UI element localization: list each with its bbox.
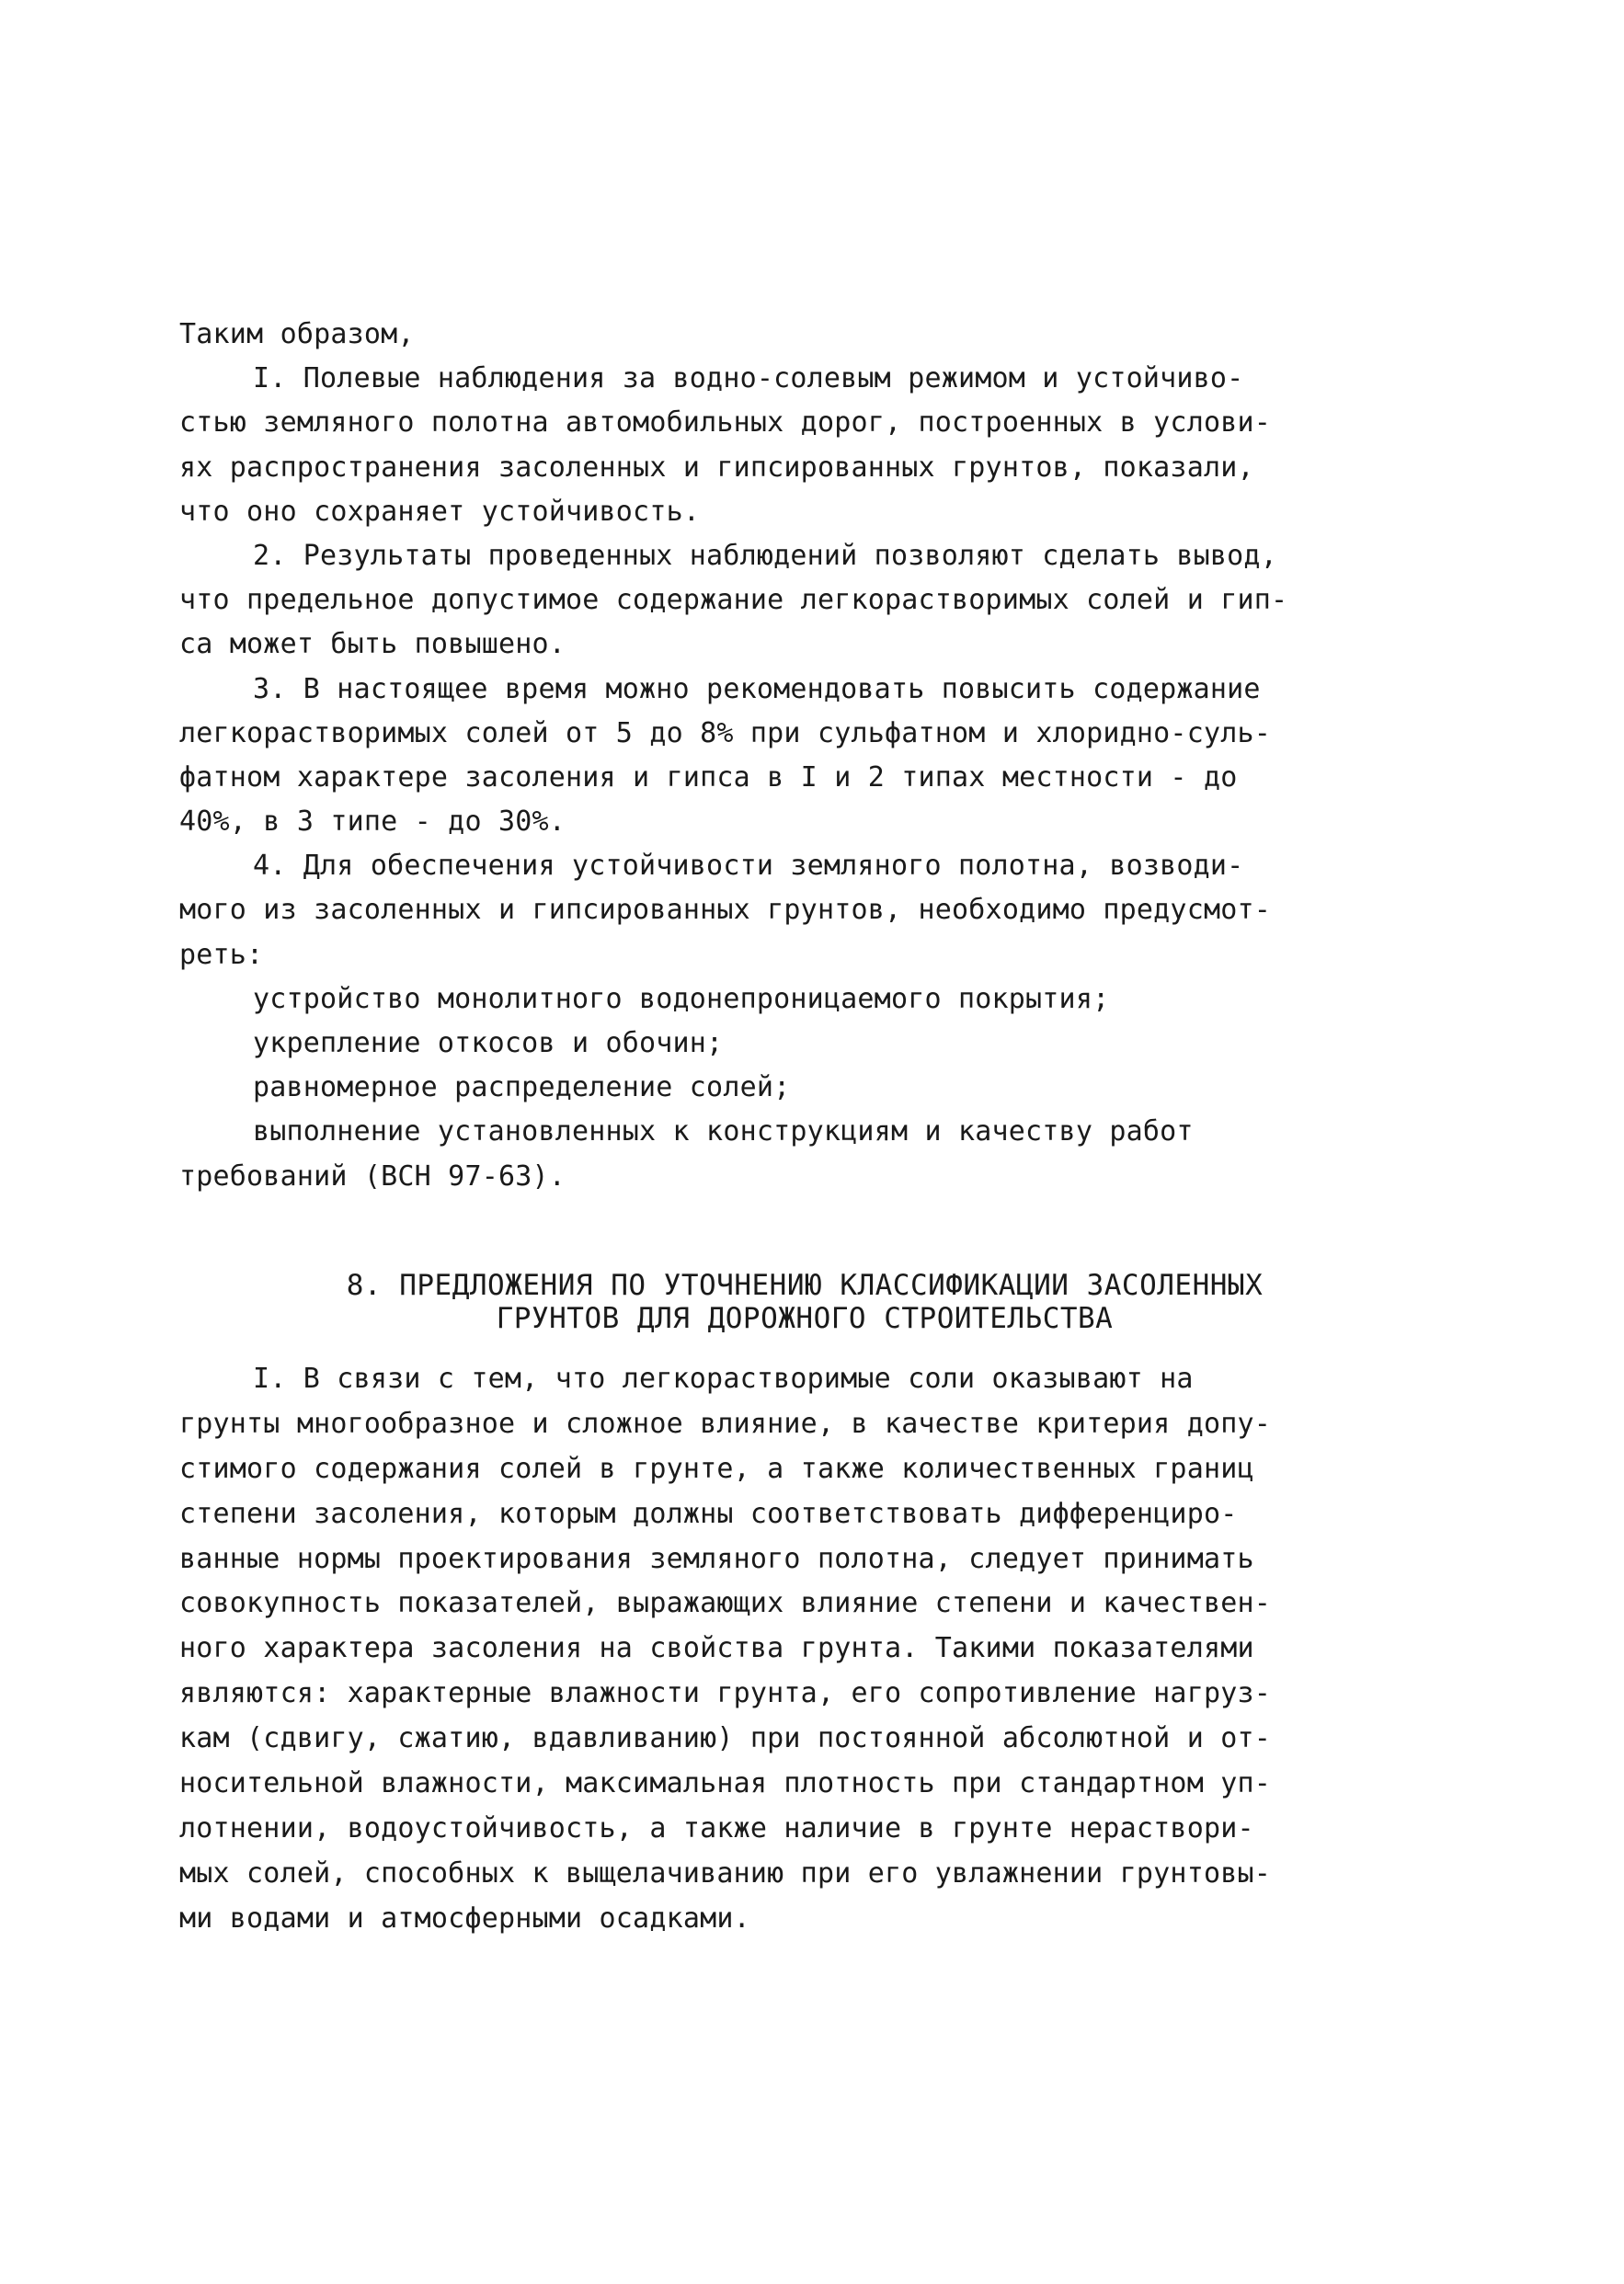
list-item: равномерное распределение солей; (253, 1071, 791, 1104)
text-line: грунты многообразное и сложное влияние, в качестве критерия допу- (179, 1407, 1271, 1440)
section-heading-continued: ГРУНТОВ ДЛЯ ДОРОЖНОГО СТРОИТЕЛЬСТВА (496, 1302, 1114, 1335)
text-line: 40%, в 3 типе - до 30%. (179, 805, 566, 839)
section-body (179, 1357, 1430, 1942)
list-item: устройство монолитного водонепроницаемого покрытия; (253, 982, 1110, 1015)
text-line: 2. Результаты проведенных наблюдений позволяют сделать вывод, (253, 539, 1277, 572)
text-line: легкорастворимых солей от 5 до 8% при сульфатном и хлоридно-суль- (179, 716, 1271, 749)
text-line: реть: (179, 938, 264, 971)
text-line: са может быть повышено. (179, 628, 566, 661)
text-line: степени засоления, которым должны соответствовать дифференциро- (179, 1497, 1238, 1530)
text-line: I. Полевые наблюдения за водно-солевым режимом и устойчиво- (253, 362, 1244, 395)
text-line: Таким образом, (179, 318, 415, 350)
text-line: требований (ВСН 97-63). (179, 1159, 566, 1193)
text-line: совокупность показателей, выражающих влияние степени и качествен- (179, 1587, 1271, 1620)
text-line: что предельное допустимое содержание легкорастворимых солей и гип- (179, 584, 1288, 617)
text-line: ванные нормы проектирования земляного полотна, следует принимать (179, 1542, 1254, 1575)
text-line: кам (сдвигу, сжатию, вдавливанию) при постоянной абсолютной и от- (179, 1722, 1271, 1755)
text-line: носительной влажности, максимальная плотность при стандартном уп- (179, 1767, 1271, 1800)
text-line: мых солей, способных к выщелачиванию при его увлажнении грунтовы- (179, 1856, 1271, 1890)
text-line: фатном характере засоления и гипса в I и 2 типах местности - до (179, 760, 1238, 794)
list-item: укрепление откосов и обочин; (253, 1027, 724, 1059)
text-line: являются: характерные влажности грунта, его сопротивление нагруз- (179, 1677, 1271, 1710)
text-line: лотнении, водоустойчивость, а также наличие в грунте нераствори- (179, 1811, 1254, 1844)
text-line: ми водами и атмосферными осадками. (179, 1901, 750, 1935)
text-line: ях распространения засоленных и гипсированных грунтов, показали, (179, 451, 1254, 484)
body-text (179, 313, 1430, 1199)
text-line: I. В связи с тем, что легкорастворимые соли оказывают на (253, 1363, 1194, 1395)
text-line: ного характера засоления на свойства грунта. Такими показателями (179, 1632, 1254, 1665)
text-line: мого из засоленных и гипсированных грунтов, необходимо предусмот- (179, 894, 1271, 927)
text-line: стью земляного полотна автомобильных дорог, построенных в услови- (179, 406, 1271, 440)
list-item: выполнение установленных к конструкциям и качеству работ (253, 1115, 1194, 1148)
text-line: 4. Для обеспечения устойчивости земляного полотна, возводи- (253, 850, 1244, 883)
text-line: что оно сохраняет устойчивость. (179, 495, 701, 528)
section-heading: 8. ПРЕДЛОЖЕНИЯ ПО УТОЧНЕНИЮ КЛАССИФИКАЦИИ ЗАСОЛЕННЫХ (346, 1269, 1264, 1302)
text-line: стимого содержания солей в грунте, а также количественных границ (179, 1452, 1254, 1485)
text-line: 3. В настоящее время можно рекомендовать повысить содержание (253, 672, 1261, 705)
